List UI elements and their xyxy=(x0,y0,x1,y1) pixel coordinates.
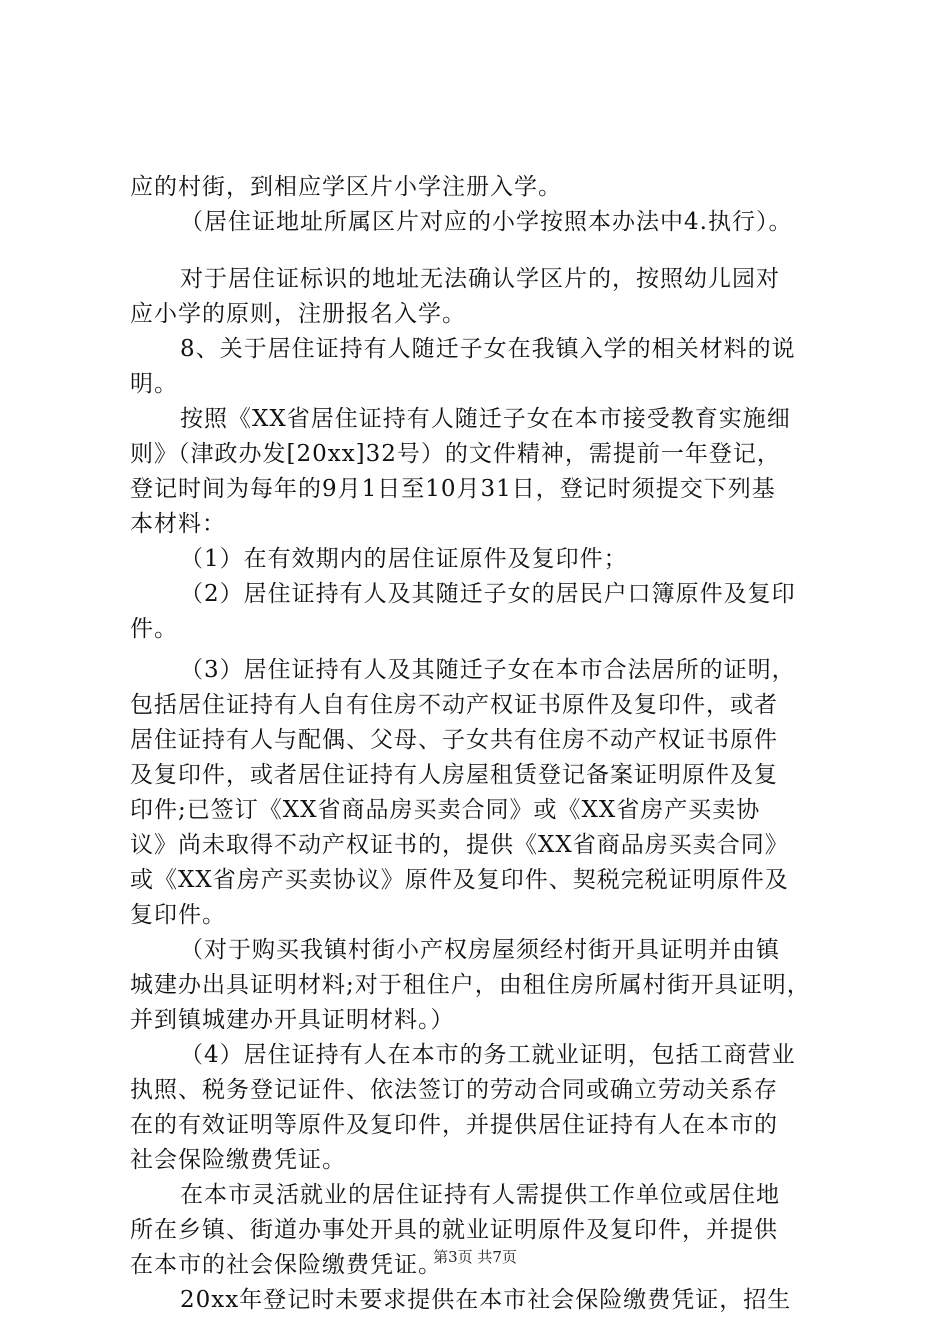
text-line: （4）居住证持有人在本市的务工就业证明，包括工商营业 xyxy=(180,1042,796,1068)
text-line: 复印件。 xyxy=(130,902,226,928)
text-line: 包括居住证持有人自有住房不动产权证书原件及复印件，或者 xyxy=(130,692,778,718)
page-number-footer: 第3页 共7页 xyxy=(433,1248,517,1266)
text-line: 在本市的社会保险缴费凭证。 xyxy=(130,1252,442,1278)
text-line: （对于购买我镇村街小产权房屋须经村街开具证明并由镇 xyxy=(180,937,780,963)
text-line: 并到镇城建办开具证明材料。） xyxy=(130,1007,455,1033)
text-line: 8、关于居住证持有人随迁子女在我镇入学的相关材料的说 xyxy=(180,336,796,362)
text-line: 所在乡镇、街道办事处开具的就业证明原件及复印件，并提供 xyxy=(130,1217,778,1243)
text-line: 应小学的原则，注册报名入学。 xyxy=(130,301,466,327)
text-line: 在本市灵活就业的居住证持有人需提供工作单位或居住地 xyxy=(180,1182,780,1208)
document-body xyxy=(130,170,840,1318)
text-line: 明。 xyxy=(130,371,178,397)
text-line: （2）居住证持有人及其随迁子女的居民户口簿原件及复印 xyxy=(180,581,796,607)
text-line: 20xx年登记时未要求提供在本市社会保险缴费凭证，招生 xyxy=(180,1287,792,1313)
text-line: 本材料： xyxy=(130,511,226,537)
text-line: 议》尚未取得不动产权证书的，提供《XX省商品房买卖合同》 xyxy=(130,832,789,858)
text-line: （居住证地址所属区片对应的小学按照本办法中4.执行）。 xyxy=(180,209,793,235)
text-line: 对于居住证标识的地址无法确认学区片的，按照幼儿园对 xyxy=(180,266,780,292)
text-line: 执照、税务登记证件、依法签订的劳动合同或确立劳动关系存 xyxy=(130,1077,778,1103)
text-line: 居住证持有人与配偶、父母、子女共有住房不动产权证书原件 xyxy=(130,727,778,753)
text-line: 印件;已签订《XX省商品房买卖合同》或《XX省房产买卖协 xyxy=(130,797,761,823)
text-line: 应的村街，到相应学区片小学注册入学。 xyxy=(130,174,562,200)
text-line: 登记时间为每年的9月1日至10月31日，登记时须提交下列基 xyxy=(130,476,776,502)
text-line: 在的有效证明等原件及复印件，并提供居住证持有人在本市的 xyxy=(130,1112,778,1138)
text-line: 或《XX省房产买卖协议》原件及复印件、契税完税证明原件及 xyxy=(130,867,789,893)
text-line: 及复印件，或者居住证持有人房屋租赁登记备案证明原件及复 xyxy=(130,762,778,788)
text-line: 则》（津政办发[20xx]32号）的文件精神，需提前一年登记， xyxy=(130,441,781,467)
paragraph-gap xyxy=(130,240,840,262)
text-line: 件。 xyxy=(130,616,178,642)
text-line: 城建办出具证明材料;对于租住户，由租住房所属村街开具证明， xyxy=(130,972,811,998)
text-line: 社会保险缴费凭证。 xyxy=(130,1147,346,1173)
text-line: （3）居住证持有人及其随迁子女在本市合法居所的证明， xyxy=(180,657,796,683)
text-line: （1）在有效期内的居住证原件及复印件； xyxy=(180,546,628,572)
text-line: 按照《XX省居住证持有人随迁子女在本市接受教育实施细 xyxy=(180,406,791,432)
